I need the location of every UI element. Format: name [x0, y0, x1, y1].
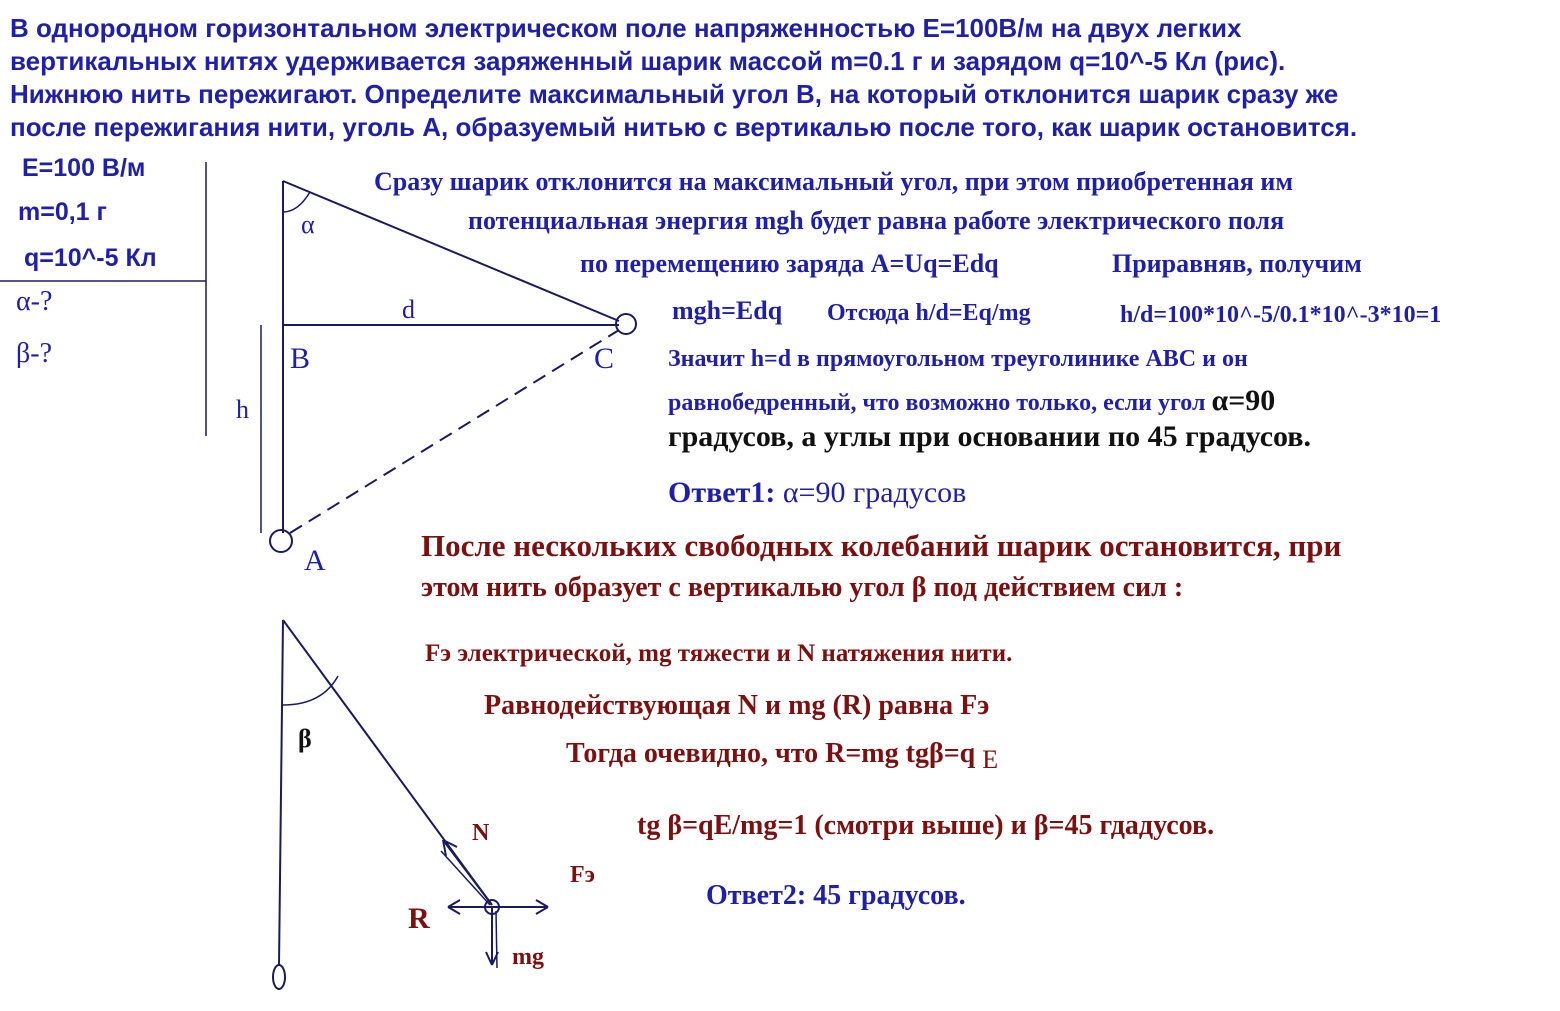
arrow-n-double-line [441, 851, 490, 905]
deflected-thread-line [283, 181, 619, 321]
bottom-weight-ellipse [273, 965, 285, 989]
answer-2: Ответ2: 45 градусов. [706, 880, 966, 911]
label-a: A [304, 544, 326, 577]
label-d: d [402, 295, 415, 324]
unknown-beta: β-? [16, 338, 52, 369]
work-formula: A=Uq=Edq [870, 249, 999, 278]
tangent-relation-e: E [982, 745, 999, 774]
problem-line-2: вертикальных нитях удерживается заряженный шарик массой m=0.1 г и зарядом q=10^-5 Кл (рис). [10, 46, 1286, 76]
label-r: R [408, 902, 430, 935]
unknown-alpha: α-? [16, 286, 53, 317]
alpha-arc [283, 192, 310, 212]
given-m: m=0,1 г [18, 198, 107, 226]
answer-1 [668, 476, 966, 510]
answer-1-label: Ответ1: [668, 476, 783, 509]
ball-a-circle [270, 530, 292, 552]
resultant-line: Равнодействующая N и mg (R) равна Fэ [484, 690, 990, 721]
explanation-line-6: градусов, а углы при основании по 45 градусов. [668, 420, 1311, 453]
arrow-mg-double-line [496, 911, 497, 968]
given-e: E=100 В/м [22, 154, 146, 182]
arrow-n-line [443, 840, 492, 905]
vertical-reference-line [279, 620, 283, 965]
explanation-line-3 [580, 249, 999, 279]
label-n: N [472, 820, 490, 846]
part2-line-2: этом нить образует с вертикалью угол β под действием сил : [421, 572, 1184, 603]
explanation-line-1: Сразу шарик отклонится на максимальный угол, при этом приобретенная им [374, 167, 1294, 196]
explanation-line-4: Значит h=d в прямоугольном треуголинике ABC и он [668, 346, 1248, 372]
label-beta: β [298, 724, 312, 753]
problem-line-3: Нижнюю нить пережигают. Определите максимальный угол В, на который отклонится шарик сразу же [10, 79, 1339, 109]
beta-arc [283, 676, 338, 705]
part2-forces-line: Fэ электрической, mg тяжести и N натяжения нити. [425, 640, 1013, 667]
label-c: C [594, 342, 615, 375]
problem-line-1: В однородном горизонтальном электрическом поле напряженностью Е=100В/м на двух легких [10, 13, 1242, 43]
alpha-90-value: α=90 [1211, 384, 1276, 417]
label-h: h [236, 395, 249, 424]
equation-ratio: Отсюда h/d=Eq/mg [827, 300, 1031, 326]
explanation-line-3-text: по перемещению заряда [580, 249, 871, 278]
tangent-relation-text: Тогда очевидно, что R=mg tgβ=q [566, 738, 983, 769]
explanation-line-5-text: равнобедренный, что возможно только, если угол [668, 390, 1212, 416]
explanation-line-5 [668, 384, 1275, 418]
problem-line-4: после пережигания нити, уголь А, образуемый нитью с вертикалью после того, как шарик остановится. [10, 112, 1358, 142]
label-alpha: α [301, 210, 315, 239]
explanation-line-2: потенциальная энергия mgh будет равна работе электрического поля [468, 206, 1285, 235]
tangent-value-line: tg β=qE/mg=1 (смотри выше) и β=45 гдадусов. [637, 810, 1215, 841]
equation-mgh: mgh=Edq [672, 296, 783, 325]
equation-ratio-value: h/d=100*10^-5/0.1*10^-3*10=1 [1120, 302, 1442, 328]
segment-ac-dashed [290, 330, 619, 533]
answer-1-value: α=90 градусов [782, 476, 967, 509]
label-b: B [290, 342, 311, 375]
given-q: q=10^-5 Кл [24, 244, 157, 272]
label-fe: Fэ [570, 862, 596, 888]
tangent-relation-line [566, 738, 999, 774]
label-mg: mg [512, 944, 544, 970]
equate-text: Приравняв, получим [1112, 249, 1362, 278]
part2-line-1: После нескольких свободных колебаний шарик остановится, при [421, 528, 1342, 563]
